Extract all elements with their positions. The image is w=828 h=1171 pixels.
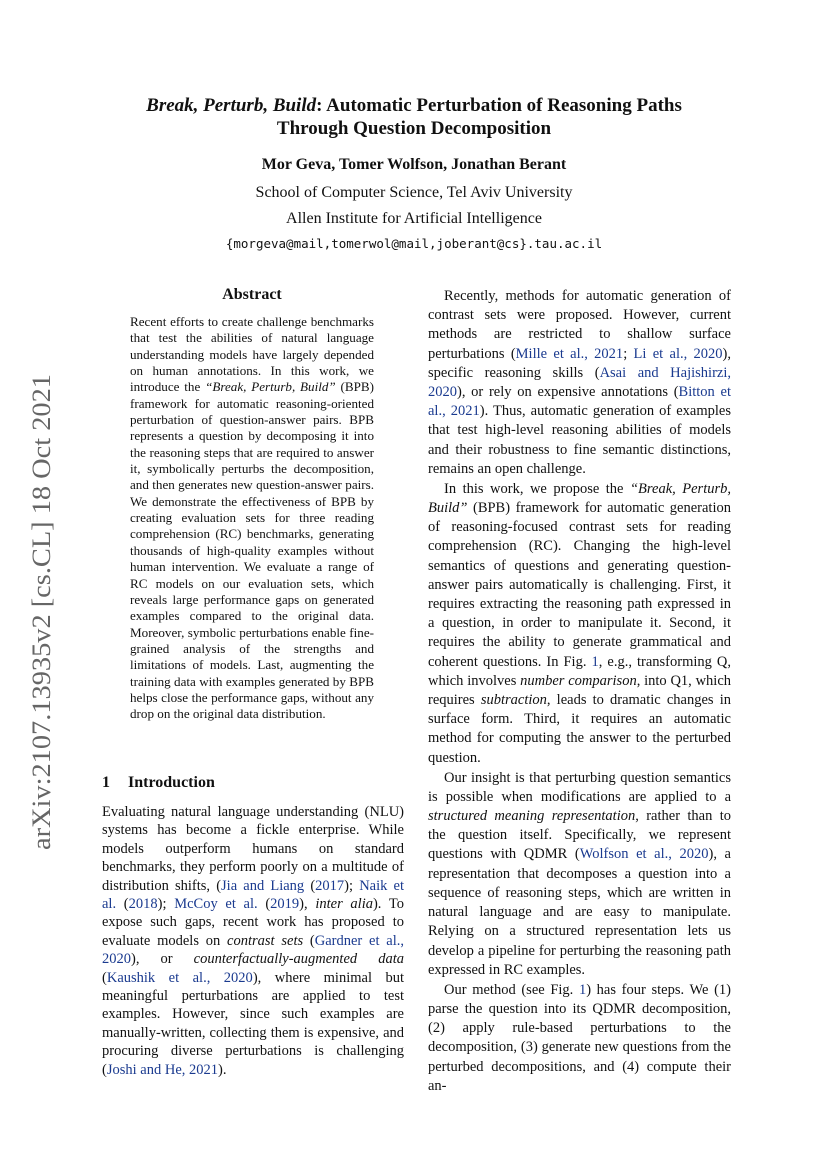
citation-link[interactable]: Jia and Liang	[221, 877, 305, 894]
emph: subtraction	[480, 692, 547, 709]
emph: counterfactually-augmented data	[193, 951, 404, 968]
section-heading	[102, 774, 402, 792]
paragraph	[428, 769, 731, 980]
abstract-emph: “Break, Perturb, Build”	[205, 379, 336, 395]
text: , e.g., transforming Q, which involves	[428, 653, 731, 689]
title-italic: Break, Perturb, Build	[146, 95, 317, 116]
citation-link[interactable]: Bitton et al., 2021	[428, 384, 731, 420]
text: Evaluating natural language understanding (NLU) systems has become a fickle enterprise. While models outperform humans on standard benchmarks, they perform poorly on a multitude of distribution shifts, (	[102, 804, 404, 894]
text: );	[344, 877, 360, 894]
text: Recently, methods for automatic generation of contrast sets were proposed. However, current methods are restricted to shallow surface perturbations (	[428, 288, 731, 362]
text: (	[304, 877, 316, 894]
affiliation-2: Allen Institute for Artificial Intelligence	[286, 210, 542, 227]
citation-link[interactable]: Gardner et al., 2020	[102, 932, 405, 968]
text: ), specific reasoning skills (	[428, 345, 731, 381]
citation-link[interactable]: Wolfson et al., 2020	[579, 846, 709, 863]
paragraph	[428, 981, 731, 1096]
arxiv-stamp-svg	[20, 370, 60, 850]
emph: “Break, Perturb, Build”	[428, 480, 731, 517]
text: Our insight is that perturbing question semantics is possible when modifications are applied to a	[428, 769, 731, 805]
intro-paragraph	[102, 803, 404, 1079]
figure-link[interactable]: 1	[591, 653, 599, 670]
text: (	[257, 896, 271, 913]
citation-link[interactable]: Asai and Hajishirzi, 2020	[428, 364, 731, 401]
text: ), where minimal but meaningful perturbations are applied to test examples. However, since such examples are manually-written, collecting them is expensive, and procuring diverse perturbations is challenging (	[102, 969, 404, 1078]
emph: inter alia	[315, 896, 373, 913]
emph: number comparison	[520, 672, 637, 689]
citation-link[interactable]: 2019	[270, 896, 300, 913]
text: ), or	[131, 951, 194, 968]
text: ;	[623, 345, 634, 362]
title-rest: : Automatic Perturbation of Reasoning Paths	[316, 95, 682, 116]
text: (	[116, 896, 129, 913]
text: ). To expose such gaps, recent work has proposed to evaluate models on	[102, 896, 404, 949]
title-line2: Through Question Decomposition	[276, 118, 552, 139]
text: ).	[218, 1061, 227, 1078]
text: In this work, we propose the	[444, 480, 630, 497]
arxiv-id: arXiv:2107.13935v2 [cs.CL] 18 Oct 2021	[27, 413, 56, 850]
text: (BPB) framework for automatic generation of reasoning-focused contrast sets for reading comprehension (RC). Changing the high-level semantics of questions and generating question-answer pairs automatically is challenging. First, it requires extracting the reasoning path expressed in a question, in order to manipulate it. Second, it requires the ability to generate grammatical and coherent questions. In Fig.	[428, 500, 731, 670]
citation-link[interactable]: Kaushik et al., 2020	[106, 969, 253, 986]
text: , rather than to the question itself. Specifically, we represent questions with QDMR (	[428, 808, 731, 863]
citation-link[interactable]: Li et al., 2020	[633, 345, 723, 362]
abstract-heading: Abstract	[222, 286, 282, 303]
figure-link[interactable]: 1	[578, 981, 587, 998]
section-title: Introduction	[128, 774, 215, 791]
citation-link[interactable]: Naik et al.	[102, 877, 404, 913]
paragraph	[428, 480, 731, 768]
text: ). Thus, automatic generation of examples that test high-level reasoning abilities of models and their robustness to fine semantic distinctions, remains an open challenge.	[428, 403, 731, 477]
abstract-part: (BPB) framework for automatic reasoning-oriented perturbation of question-answer pairs. BPB represents a question by decomposing it into the reasoning steps that are required to answer it, symbolically perturbs the decomposition, and then generates new question-answer pairs. We demonstrate the effectiveness of BPB by creating evaluation sets for three reading comprehension (RC) benchmarks, generating thousands of high-quality examples without human intervention. We evaluate a range of RC models on our evaluation sets, which reveals large performance gaps on generated examples compared to the original data. Moreover, symbolic perturbations enable fine-grained analysis of the strengths and limitations of models. Last, augmenting the training data with examples generated by BPB helps close the performance gaps, without any drop on the original data distribution.	[130, 379, 374, 722]
affiliation-1: School of Computer Science, Tel Aviv University	[255, 184, 573, 201]
citation-link[interactable]: 2018	[128, 896, 158, 913]
paragraph	[428, 287, 731, 479]
emph: contrast sets	[227, 932, 304, 949]
text: );	[157, 896, 175, 913]
section-number: 1	[102, 774, 110, 791]
text: Our method (see Fig.	[444, 981, 579, 998]
text: ),	[299, 896, 316, 913]
arxiv-stamp	[20, 370, 60, 850]
text: ), a representation that decomposes a question into a sequence of reasoning steps, which are written in natural language and are easy to manipulate. Relying on a structured representation lets us develop a pipeline for perturbing the reasoning path expressed in RC examples.	[428, 846, 731, 978]
text: ), or rely on expensive annotations (	[457, 384, 679, 401]
emph: structured meaning representation	[428, 808, 636, 825]
text: , leads to dramatic changes in surface form. Third, it requires an automatic method for computing the answer to the perturbed question.	[428, 692, 731, 766]
text: (	[303, 932, 315, 949]
text: (	[102, 969, 107, 986]
citation-link[interactable]: Mille et al., 2021	[515, 345, 624, 362]
abstract-part: Recent efforts to create challenge benchmarks that test the abilities of natural language understanding models have largely depended on human annotations. In this work, we introduce the	[130, 314, 374, 395]
text: , into Q1, which requires	[428, 672, 732, 709]
citation-link[interactable]: Joshi and He, 2021	[106, 1061, 219, 1078]
paper-title	[0, 94, 828, 140]
email: {morgeva@mail,tomerwol@mail,joberant@cs}.tau.ac.il	[225, 236, 603, 251]
authors: Mor Geva, Tomer Wolfson, Jonathan Berant	[261, 156, 567, 173]
citation-link[interactable]: 2017	[315, 877, 345, 894]
right-column	[428, 287, 731, 1097]
text: ) has four steps. We (1) parse the question into its QDMR decomposition, (2) apply rule-based perturbations to the decomposition, (3) generate new questions from the perturbed decompositions, and (4) compute their an-	[428, 981, 731, 1094]
abstract-text	[130, 314, 374, 723]
citation-link[interactable]: McCoy et al.	[174, 896, 258, 913]
